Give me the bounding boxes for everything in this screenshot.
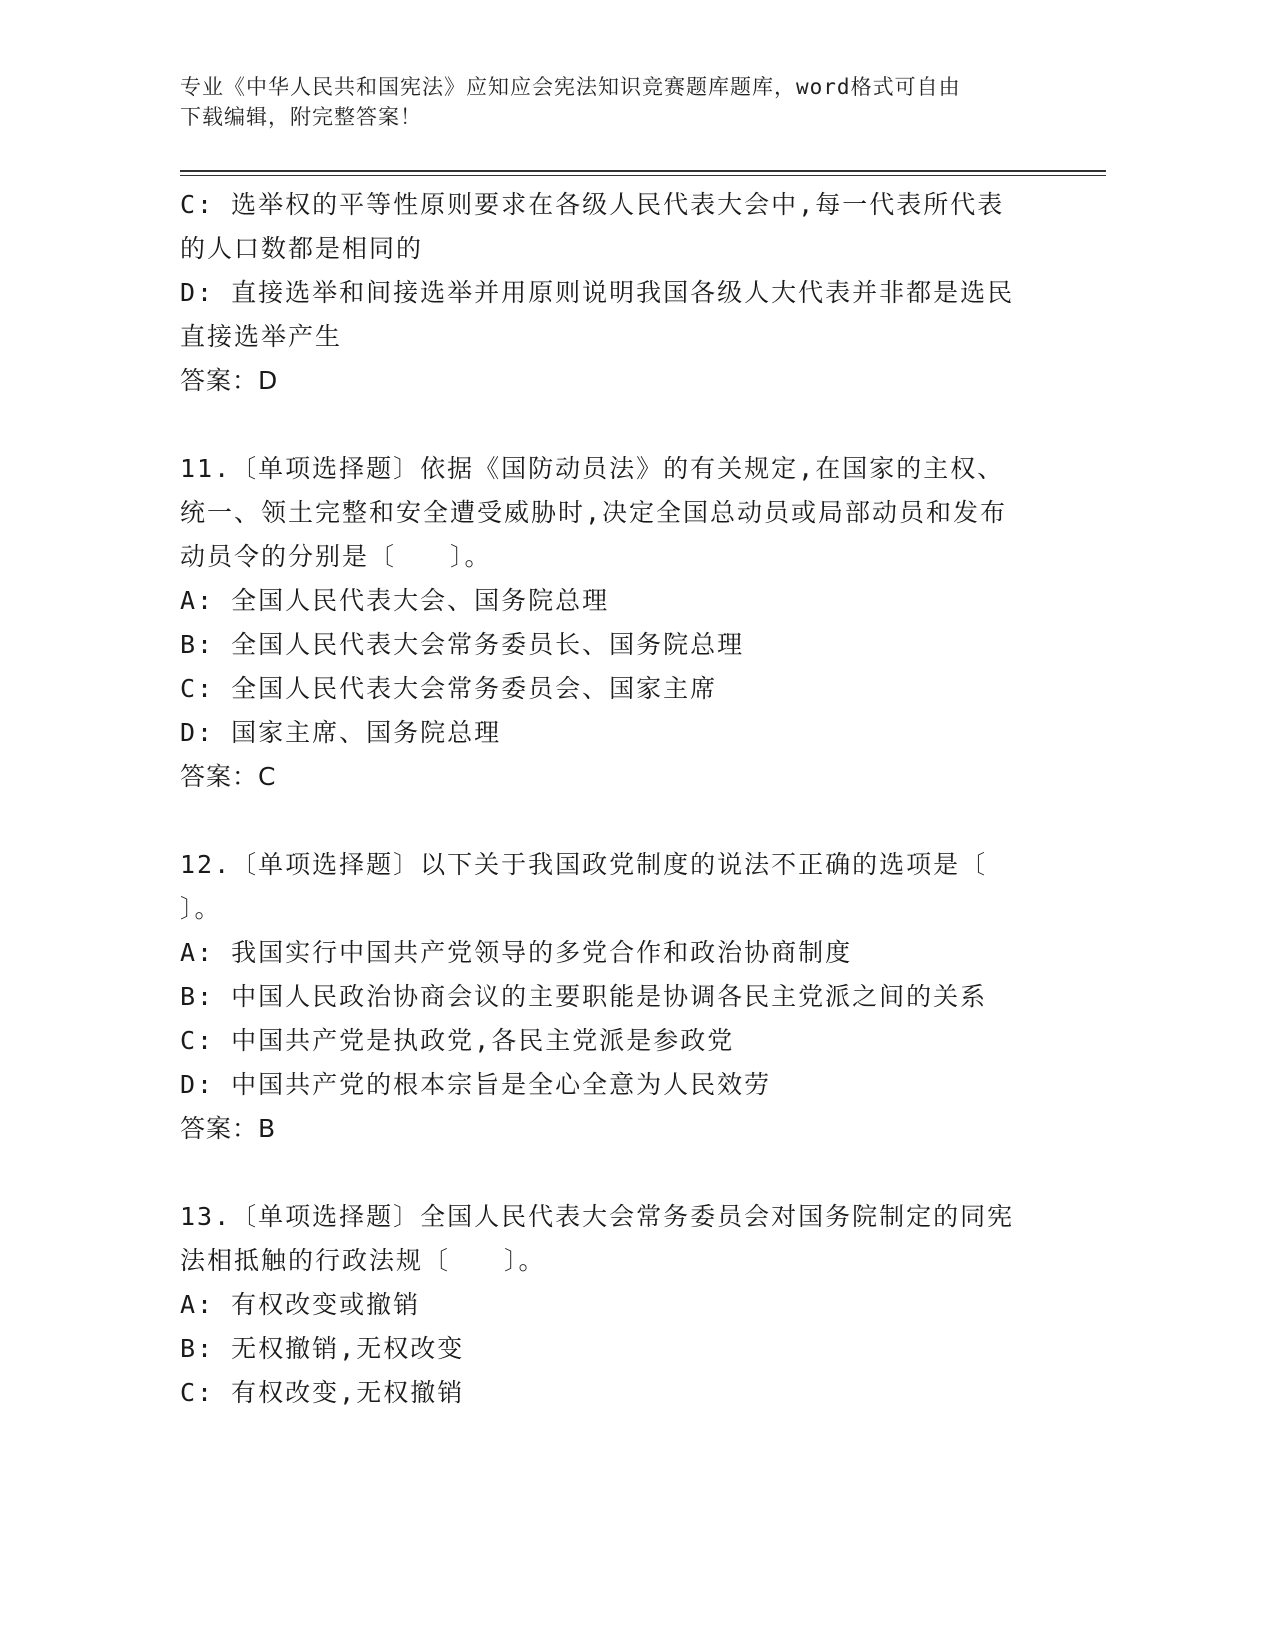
- question-10-tail: [180, 183, 1060, 403]
- question-stem-line-2: 统一、领土完整和安全遭受威胁时,决定全国总动员或局部动员和发布: [180, 498, 1008, 527]
- option-a: A: 有权改变或撤销: [180, 1290, 421, 1319]
- spacer: [180, 799, 1060, 843]
- document-body: [180, 183, 1060, 1415]
- option-c-line-1: C: 选举权的平等性原则要求在各级人民代表大会中,每一代表所代表: [180, 190, 1005, 219]
- question-stem-line-3: 动员令的分别是〔 〕。: [180, 542, 492, 571]
- question-stem-line-2: 〕。: [180, 894, 222, 923]
- question-stem-line-2: 法相抵触的行政法规〔 〕。: [180, 1246, 546, 1275]
- header-line-2: 下载编辑，附完整答案！: [180, 105, 422, 129]
- question-12: [180, 843, 1060, 1151]
- question-stem-line-1: 12.〔单项选择题〕以下关于我国政党制度的说法不正确的选项是〔: [180, 850, 988, 879]
- answer: 答案：C: [180, 762, 277, 791]
- option-b: B: 无权撤销,无权改变: [180, 1334, 465, 1363]
- spacer: [180, 403, 1060, 447]
- header-line-1: 专业《中华人民共和国宪法》应知应会宪法知识竞赛题库题库，word格式可自由: [180, 75, 961, 99]
- spacer: [180, 1151, 1060, 1195]
- answer: 答案：D: [180, 366, 279, 395]
- option-b: B: 全国人民代表大会常务委员长、国务院总理: [180, 630, 745, 659]
- option-d: D: 中国共产党的根本宗旨是全心全意为人民效劳: [180, 1070, 772, 1099]
- option-c-line-2: 的人口数都是相同的: [180, 234, 424, 263]
- header-divider-thick: [180, 170, 1106, 172]
- document-header: [180, 72, 1060, 132]
- question-stem-line-1: 13.〔单项选择题〕全国人民代表大会常务委员会对国务院制定的同宪: [180, 1202, 1015, 1231]
- question-stem-line-1: 11.〔单项选择题〕依据《国防动员法》的有关规定,在国家的主权、: [180, 454, 1005, 483]
- option-a: A: 我国实行中国共产党领导的多党合作和政治协商制度: [180, 938, 853, 967]
- option-d-line-1: D: 直接选举和间接选举并用原则说明我国各级人大代表并非都是选民: [180, 278, 1015, 307]
- option-c: C: 全国人民代表大会常务委员会、国家主席: [180, 674, 718, 703]
- option-c: C: 中国共产党是执政党,各民主党派是参政党: [180, 1026, 735, 1055]
- option-c: C: 有权改变,无权撤销: [180, 1378, 465, 1407]
- option-b: B: 中国人民政治协商会议的主要职能是协调各民主党派之间的关系: [180, 982, 988, 1011]
- header-divider-thin: [180, 175, 1106, 176]
- question-13: [180, 1195, 1060, 1415]
- question-11: [180, 447, 1060, 799]
- option-d: D: 国家主席、国务院总理: [180, 718, 502, 747]
- option-a: A: 全国人民代表大会、国务院总理: [180, 586, 610, 615]
- answer: 答案：B: [180, 1114, 277, 1143]
- option-d-line-2: 直接选举产生: [180, 322, 343, 351]
